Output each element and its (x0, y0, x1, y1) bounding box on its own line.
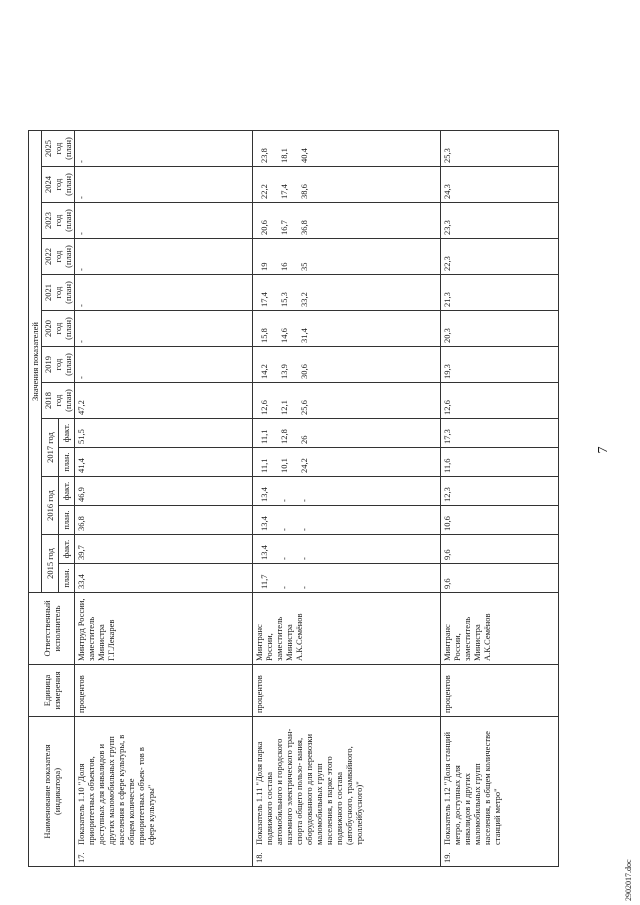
value-cell: 41,4 (75, 448, 253, 477)
value-cell: 22,3 (441, 239, 559, 275)
col-header-unit: Единица измерения (29, 665, 75, 717)
value-cell: 23,3 (441, 203, 559, 239)
col-header-2022: 2022 год (план) (42, 239, 75, 275)
value-cell: 11,1 12,8 26 (253, 419, 441, 448)
value-cell: 51,5 (75, 419, 253, 448)
indicator-name-cell (253, 717, 441, 867)
col-header-2015-fact: факт. (58, 535, 75, 564)
col-header-2020: 2020 год (план) (42, 311, 75, 347)
value-cell: 33,4 (75, 564, 253, 593)
footer-filename: 2902017.doc (624, 859, 633, 901)
col-header-2016-fact: факт. (58, 477, 75, 506)
value-cell: 13,4 - - (253, 506, 441, 535)
indicator-name: Показатель 1.10 "Доля приоритетных объектов, доступных для инвалидов и других маломобильных групп населения в сфере культуры, в общем количестве приоритетных объек- тов в сфере культуры" (76, 734, 156, 845)
value-cell: 13,4 - - (253, 477, 441, 506)
value-cell: 12,6 (441, 383, 559, 419)
page-number: 7 (596, 446, 611, 454)
value-cell: 19 16 35 (253, 239, 441, 275)
table-body (75, 131, 559, 867)
col-header-2017-plan: план. (58, 448, 75, 477)
col-header-2016: 2016 год (42, 477, 59, 535)
value-cell: 25,3 (441, 131, 559, 167)
value-cell: 9,6 (441, 564, 559, 593)
value-cell: 12,6 12,1 25,6 (253, 383, 441, 419)
row-number: 18. (254, 852, 264, 863)
value-cell: - (75, 167, 253, 203)
value-cell: 15,8 14,6 31,4 (253, 311, 441, 347)
value-cell: 13,4 - - (253, 535, 441, 564)
col-header-name: Наименование показателя (индикатора) (29, 717, 75, 867)
col-header-2018: 2018 год (план) (42, 383, 75, 419)
value-cell: - (75, 131, 253, 167)
row-number: 17. (76, 852, 86, 863)
col-header-2023: 2023 год (план) (42, 203, 75, 239)
value-cell: 11,6 (441, 448, 559, 477)
value-cell: - (75, 311, 253, 347)
value-cell: 19,3 (441, 347, 559, 383)
executor-cell: Минтранс России, заместитель Министра А.К.Семёнов (253, 593, 441, 665)
col-header-executor: Ответственный исполнитель (29, 593, 75, 665)
col-header-2015: 2015 год (42, 535, 59, 593)
value-cell: 11,1 10,1 24,2 (253, 448, 441, 477)
value-cell: 17,3 (441, 419, 559, 448)
table-row (75, 131, 253, 867)
col-header-2021: 2021 год (план) (42, 275, 75, 311)
value-cell: - (75, 239, 253, 275)
indicator-name: Показатель 1.12 "Доля станций метро, доступных для инвалидов и других маломобильных групп населения, в общем количестве станций метро" (442, 731, 502, 845)
table-row (253, 131, 441, 867)
value-cell: 17,4 15,3 33,2 (253, 275, 441, 311)
value-cell: 36,8 (75, 506, 253, 535)
value-cell: 9,6 (441, 535, 559, 564)
row-number: 19. (442, 852, 452, 863)
indicators-table (28, 130, 559, 867)
table-row (441, 131, 559, 867)
indicator-name-cell (75, 717, 253, 867)
value-cell: 12,3 (441, 477, 559, 506)
value-cell: 21,3 (441, 275, 559, 311)
col-header-2016-plan: план. (58, 506, 75, 535)
value-cell: 23,8 18,1 40,4 (253, 131, 441, 167)
col-header-2024: 2024 год (план) (42, 167, 75, 203)
col-header-2017-fact: факт. (58, 419, 75, 448)
value-cell: 14,2 13,9 30,6 (253, 347, 441, 383)
col-header-2025: 2025 год (план) (42, 131, 75, 167)
indicator-name: Показатель 1.11 "Доля парка подвижного состава автомобильного и городского наземного электрического тран- спорта общего пользо- вания, оборудованного для перевозки маломобильных групп населения, в парке этого подвижного состава (автобусного, трамвайного, троллейбусного)" (254, 728, 364, 845)
value-cell: - (75, 203, 253, 239)
value-cell: 11,7 - - (253, 564, 441, 593)
value-cell: 39,7 (75, 535, 253, 564)
value-cell: 20,6 16,7 36,8 (253, 203, 441, 239)
value-cell: 46,9 (75, 477, 253, 506)
unit-cell: процентов (75, 665, 253, 717)
unit-cell: процентов (441, 665, 559, 717)
value-cell: - (75, 347, 253, 383)
executor-cell: Минтранс России, заместитель Министра А.К.Семёнов (441, 593, 559, 665)
value-cell: 20,3 (441, 311, 559, 347)
value-cell: 47,2 (75, 383, 253, 419)
value-cell: - (75, 275, 253, 311)
value-cell: 24,3 (441, 167, 559, 203)
col-header-2017: 2017 год (42, 419, 59, 477)
col-header-2015-plan: план. (58, 564, 75, 593)
value-cell: 10,6 (441, 506, 559, 535)
indicator-name-cell (441, 717, 559, 867)
unit-cell: процентов (253, 665, 441, 717)
col-header-values: Значения показателей (29, 131, 42, 593)
value-cell: 22,2 17,4 38,6 (253, 167, 441, 203)
executor-cell: Минтруд России, заместитель Министра Г.Г.Лекарев (75, 593, 253, 665)
col-header-2019: 2019 год (план) (42, 347, 75, 383)
